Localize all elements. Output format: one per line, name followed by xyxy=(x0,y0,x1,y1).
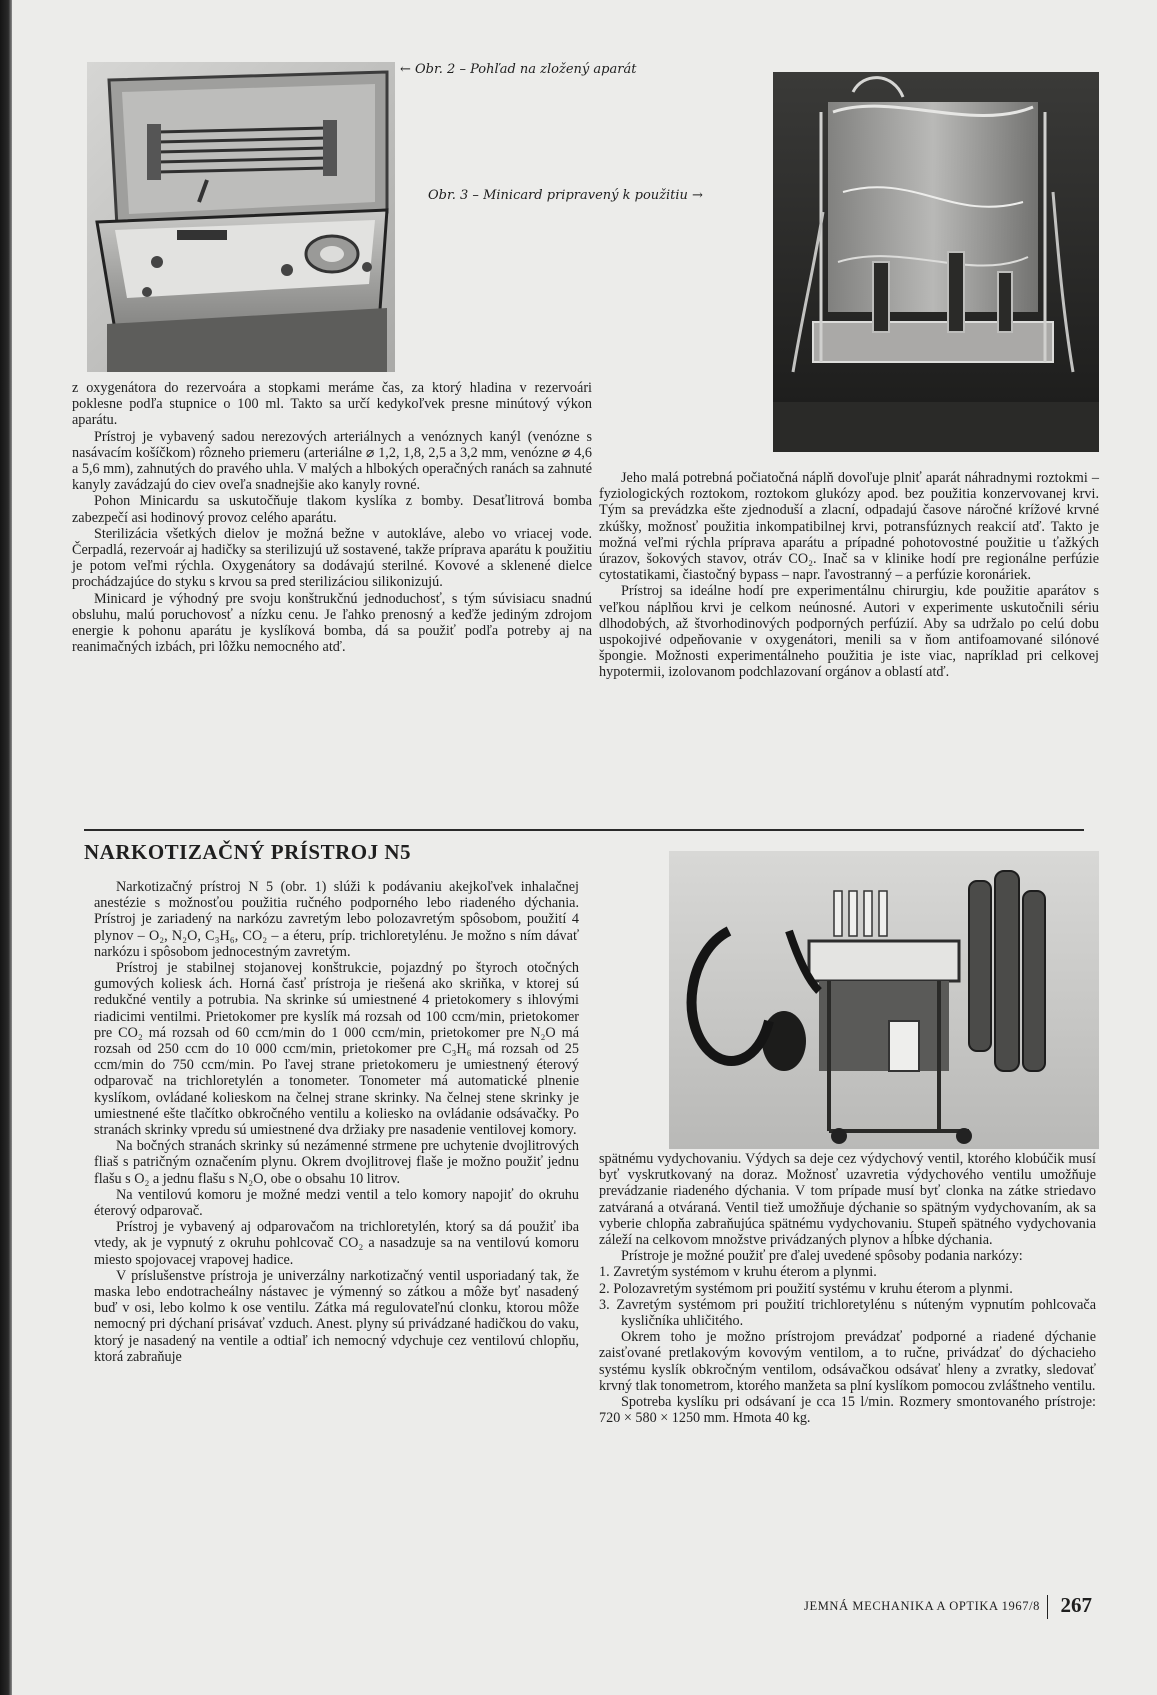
article-column-top-left xyxy=(72,380,592,655)
article-column-bottom-right xyxy=(599,1151,1096,1426)
figure-3-photo xyxy=(773,72,1099,452)
paragraph: Prístroj je vybavený aj odparovačom na trichloretylén, ktorý sa dá použiť iba vtedy, ak je vypnutý z okruhu pohlcovač CO₂ a nasadzuje sa na ventilovú komoru miesto spojovacej vrapovej hadice. xyxy=(94,1219,579,1268)
paragraph: Na ventilovú komoru je možné medzi ventil a telo komory napojiť do okruhu éterový odparovač. xyxy=(94,1186,579,1220)
list-item: 2. Polozavretým systémom pri použití systému v kruhu éterom a plynmi. xyxy=(599,1280,1013,1297)
section-heading: NARKOTIZAČNÝ PRÍSTROJ N5 xyxy=(84,840,412,864)
page-footer xyxy=(772,1591,1092,1621)
figure-2-photo xyxy=(87,62,395,372)
paragraph: spätnému vydychovaniu. Výdych sa deje cez výdychový ventil, ktorého klobúčik musí byť vyskrutkovaný na doraz. Možnosť uzavretia výdychového ventilu umožňuje prevádzanie riadeného dýchania. V tom prípade musí byť clonka na zátke striedavo zatváraná a otváraná. Ventil tiež umožňuje dýchanie so spätným vydychovaním, ak sa vyberie chlopňa zabraňujúca spätnému vydychovaniu. Stupeň spätného vydychovania záleží na celkovom množstve privádzaných plynov a hĺbke dýchania. xyxy=(599,1151,1096,1249)
paragraph: Sterilizácia všetkých dielov je možná bežne v autokláve, alebo vo vriacej vode. Čerpadlá, rezervoár aj hadičky sa sterilizujú už sostavené, takže príprava aparátu k použitiu je potom veľmi rýchla. Oxygenátory sa dodávajú sterilné. Kovové a sklenené dielce prochádzajúce do styku s krvou sa pred sterilizáciou silikonizujú. xyxy=(72,525,592,591)
page-number: 267 xyxy=(1060,1593,1092,1617)
article-column-bottom-left xyxy=(94,879,579,1365)
paragraph: Minicard je výhodný pre svoju konštrukčnú jednoduchosť, s tým súvisiacu snadnú obsluhu, malú poruchovosť a nízku cenu. Je ľahko prenosný a keďže jediným zdrojom energie k pohonu aparátu je kyslíková bomba, dá sa použiť podľa potreby aj na reanimačných izbách, pri lôžku nemocného atď. xyxy=(72,590,592,656)
journal-page xyxy=(12,0,1157,1695)
paragraph: Prístroj je vybavený sadou nerezových arteriálnych a venóznych kanýl (venózne s nasávacím košíčkom) rôzneho priemeru (arteriálne ⌀ 1,2, 1,8, 2,5 a 3,2 mm, venózne ⌀ 4,6 a 5,6 mm), zahnutých do pravého uhla. V malých a hlbokých operačných ranách sa zahnuté kanyly zavádzajú do ciev oveľa snadnejšie ako kanyly rovné. xyxy=(72,428,592,494)
paragraph: Spotreba kyslíku pri odsávaní je cca 15 l/min. Rozmery smontovaného prístroje: 720 × 580 × 1250 mm. Hmota 40 kg. xyxy=(599,1394,1096,1427)
list-item: 1. Zavretým systémom v kruhu éterom a plynmi. xyxy=(599,1264,877,1281)
figure-3-caption: Obr. 3 – Minicard pripravený k použitiu → xyxy=(428,188,703,203)
article-column-top-right xyxy=(599,470,1099,681)
footer-separator xyxy=(1047,1595,1048,1619)
section-divider xyxy=(84,829,1084,831)
journal-name: JEMNÁ MECHANIKA A OPTIKA 1967/8 xyxy=(804,1599,1040,1613)
paragraph: Na bočných stranách skrinky sú nezámenné strmene pre uchytenie dvojlitrových fliaš s patričným označením plynu. Okrem dvojlitrovej flaše je možno použiť jednu flašu s O₂ a jednu flašu s N₂O, obe o obsahu 10 litrov. xyxy=(94,1138,579,1187)
paragraph: z oxygenátora do rezervoára a stopkami meráme čas, za ktorý hladina v rezervoári poklesne podľa stupnice o 100 ml. Takto sa určí kedykoľvek presne minútový výkon aparátu. xyxy=(72,380,592,429)
list-item: 3. Zavretým systémom pri použití trichloretylénu s núteným vypnutím pohlcovača kysličníka uhličitého. xyxy=(599,1296,1096,1330)
scan-edge xyxy=(0,0,12,1695)
narcosis-apparatus-photo xyxy=(669,851,1099,1149)
paragraph: Narkotizačný prístroj N 5 (obr. 1) slúži k podávaniu akejkoľvek inhalačnej anestézie s možnosťou použitia ručného podporného lebo riadeného dýchania. Prístroj je zariadený na narkózu zavretým lebo polozavretým spôsobom, použití 4 plynov – O₂, N₂O, C₃H₆, CO₂ – a éteru, príp. trichloretylénu. Je možno s ním dávať narkózu i spôsobom jednocestným zavretým. xyxy=(94,879,579,960)
paragraph: Okrem toho je možno prístrojom prevádzať podporné a riadené dýchanie zaisťované pretlakovým kovovým ventilom, a to ručne, privádzať do dýchacieho systému kyslík obkročným ventilom, odsávačkou odsávať hleny a zvratky, sledovať krvný tlak tonometrom, ktorého manžeta sa plní kyslíkom pomocou zvláštneho ventilu. xyxy=(599,1329,1096,1394)
paragraph: V príslušenstve prístroja je univerzálny narkotizačný ventil usporiadaný tak, že maska lebo endotracheálny nástavec je výmenný so zátkou a môže byť nasadený buď v osi, lebo kolmo k ose ventilu. Zátka má regulovateľnú clonku, ktorou môže nemocný pri dýchaní prisávať vzduch. Anest. plyny sú privádzané hadičkou do vaku, ktorý je nasadený na ventile a odtiaľ ich nemocný vdychuje cez ventilovú chlopňu, ktorá zabraňuje xyxy=(94,1267,579,1365)
narcosis-methods-list xyxy=(599,1264,1096,1329)
paragraph: Prístroje je možné použiť pre ďalej uvedené spôsoby podania narkózy: xyxy=(621,1248,1023,1265)
paragraph: Jeho malá potrebná počiatočná náplň dovoľuje plniť aparát náhradnymi roztokmi – fyziologických roztokom, roztokom glukózy apod. bez použitia konzervovanej krvi. Tým sa prevádzka ešte zjednoduší a zlacní, odpadajú časove náročné krížové krvné zkúšky, možnosť použitia inkompatibilnej krvi, potransfúznych reakcií atď. Takto je možná veľmi rýchla príprava aparátu a prípadné pohotovostné použitie u ťažkých úrazov, šokových stavov, otráv CO₂. Inač sa v klinike hodí pre regionálne perfúzie cytostatikami, čiastočný bypass – napr. ľavostranný – a perfúzie koronáriek. xyxy=(599,470,1099,584)
paragraph: Prístroj je stabilnej stojanovej konštrukcie, pojazdný po štyroch otočných gumových koliesk ách. Horná časť prístroja je riešená ako skriňka, v ktorej sú redukčné ventily a potrubia. Na skrinke sú umiestnené 4 prietokomery s ihlovými riadicimi ventilmi. Prietokomer pre kyslík má rozsah od 100 ccm/min, prietokomer pre CO₂ má rozsah od 60 ccm/min do 1 000 ccm/min, prietokomer pre N₂O má rozsah od 250 ccm do 10 000 ccm/min, prietokomer pre C₃H₆ má rozsah od 25 ccm/min do 750 ccm/min. Po ľavej strane prietokomeru je umiestnený éterový odparovač na trichloretylén a tonometer. Tonometer má automatické plnenie kyslíkom, ovládané kolieskom na čelnej strane skrinky. Na čelnej stene skrinky je umiestnené ešte tlačítko obkročného ventilu a koliesko na ovládanie odsávačky. Po stranách skrinky vpredu sú umiestnené dva držiaky pre nasadenie ventilovej komory. xyxy=(94,960,579,1139)
figure-2-caption: ← Obr. 2 – Pohľad na zložený aparát xyxy=(400,62,637,77)
paragraph: Prístroj sa ideálne hodí pre experimentálnu chirurgiu, kde použitie aparátov s veľkou náplňou krvi je celkom neúnosné. Autori v experimente uskutočnili sériu dlhodobých, až štvorhodinových podporných perfúzií. Aby sa udržalo po celú dobu uspokojivé odpeňovanie v oxygenátori, menili sa v ňom antifoamované silónové špongie. Možnosti experimentálneho použitia je iste viac, napríklad pri celkovej hypotermii, izolovanom podchlazovaní orgánov a oblastí atď. xyxy=(599,583,1099,681)
paragraph: Pohon Minicardu sa uskutočňuje tlakom kyslíka z bomby. Desaťlitrová bomba zabezpečí asi hodinový provoz celého aparátu. xyxy=(72,493,592,526)
